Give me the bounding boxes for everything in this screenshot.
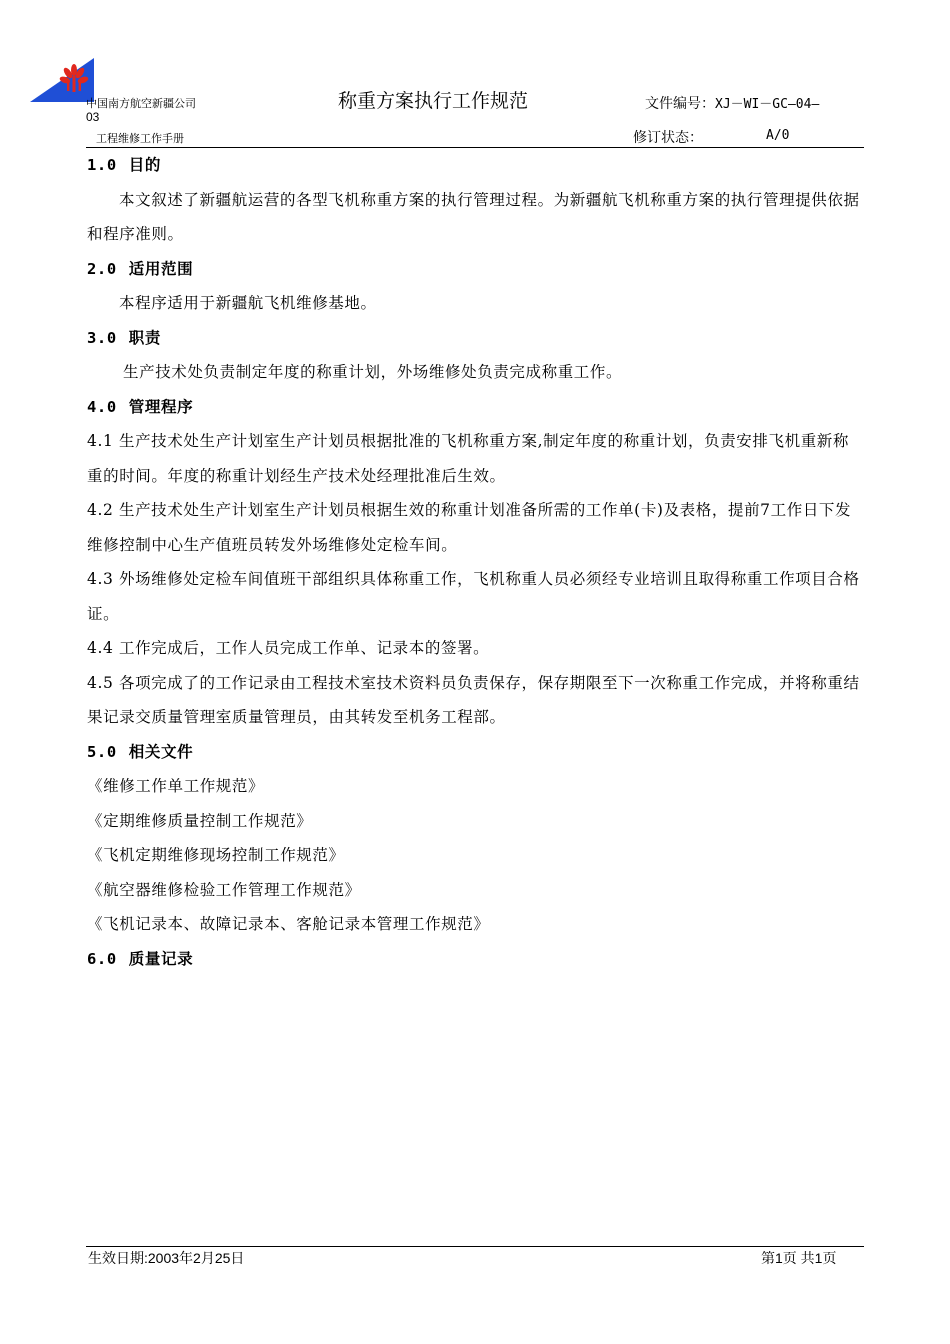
company-name: 中国南方航空新疆公司 (86, 97, 196, 110)
section-heading-related-documents: 5.0 相关文件 (87, 742, 194, 761)
section-paragraph-responsibility: 生产技术处负责制定年度的称重计划，外场维修处负责完成称重工作。 (123, 363, 623, 381)
section-paragraph-purpose: 本文叙述了新疆航运营的各型飞机称重方案的执行管理过程。为新疆航飞机称重方案的执行管理提供依据和程序准则。 (87, 190, 860, 243)
file-number (645, 93, 819, 113)
section-heading-purpose: 1.0 目的 (87, 156, 161, 174)
related-document-item: 《定期维修质量控制工作规范》 (87, 811, 313, 830)
file-number-label: 文件编号： (645, 96, 715, 112)
section-heading-responsibility: 3.0 职责 (87, 328, 161, 347)
procedure-item: 4.3 外场维修处定检车间值班干部组织具体称重工作，飞机称重人员必须经专业培训且取得称重工作项目合格证。 (87, 570, 860, 623)
related-document-item: 《航空器维修检验工作管理工作规范》 (87, 880, 361, 899)
footer-divider (86, 1246, 864, 1247)
procedure-item: 4.1 生产技术处生产计划室生产计划员根据批准的飞机称重方案,制定年度的称重计划，负责安排飞机重新称重的时间。年度的称重计划经生产技术处经理批准后生效。 (87, 432, 850, 485)
file-number-continuation: 03 (86, 110, 100, 124)
manual-name: 工程维修工作手册 (96, 132, 184, 145)
document-title: 称重方案执行工作规范 (338, 90, 529, 112)
section-paragraph-scope: 本程序适用于新疆航飞机维修基地。 (119, 294, 377, 312)
effective-date: 生效日期:2003年2月25日 (88, 1250, 245, 1266)
related-document-item: 《飞机记录本、故障记录本、客舱记录本管理工作规范》 (87, 915, 490, 933)
section-heading-scope: 2.0 适用范围 (87, 259, 194, 278)
page-number: 第1页 共1页 (761, 1250, 837, 1266)
document-body (87, 148, 863, 976)
section-heading-quality-records: 6.0 质量记录 (87, 949, 194, 968)
procedure-item: 4.5 各项完成了的工作记录由工程技术室技术资料员负责保存，保存期限至下一次称重工作完成，并将称重结果记录交质量管理室质量管理员，由其转发至机务工程部。 (87, 673, 860, 726)
revision-value: A/0 (766, 128, 790, 143)
procedure-item: 4.4 工作完成后，工作人员完成工作单、记录本的签署。 (87, 639, 490, 657)
procedure-item: 4.2 生产技术处生产计划室生产计划员根据生效的称重计划准备所需的工作单(卡)及表格，提前7工作日下发维修控制中心生产值班员转发外场维修处定检车间。 (87, 501, 852, 554)
file-number-value: XJ－WI－GC—04— (715, 97, 820, 112)
related-document-item: 《飞机定期维修现场控制工作规范》 (87, 846, 345, 864)
revision-label: 修订状态： (633, 130, 703, 146)
related-document-item: 《维修工作单工作规范》 (87, 777, 265, 795)
section-heading-procedure: 4.0 管理程序 (87, 397, 194, 416)
